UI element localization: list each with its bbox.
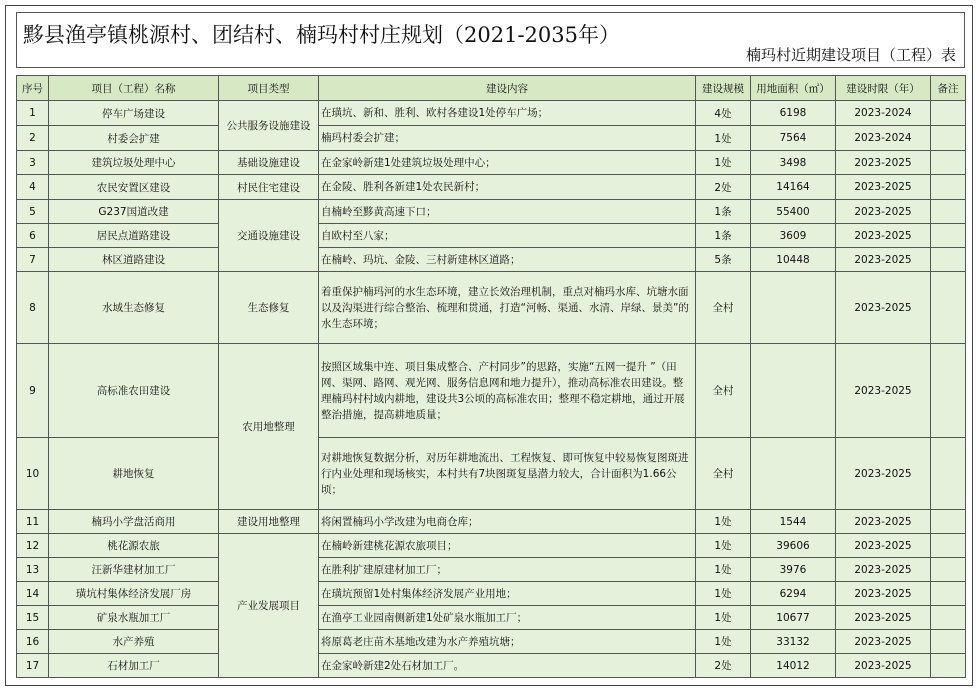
cell-area: 10677 [751,606,836,630]
col-header-type: 项目类型 [219,76,319,101]
cell-type: 公共服务设施建设 [219,101,319,151]
cell-name: G237国道改建 [49,200,219,224]
cell-note [931,630,966,654]
cell-no: 7 [17,248,49,272]
cell-type: 建设用地整理 [219,510,319,534]
cell-area [751,272,836,344]
col-header-area: 用地面积（㎡） [751,76,836,101]
cell-name: 建筑垃圾处理中心 [49,151,219,175]
cell-content: 在金陵、胜利各新建1处农民新村； [319,175,696,200]
cell-scale: 1处 [696,606,751,630]
cell-content: 对耕地恢复数据分析，对历年耕地流出、工程恢复、即可恢复中较易恢复图斑进行内业处理和现场核实，本村共有7块图斑复垦潜力较大，合计面积为1.66公顷； [319,438,696,510]
cell-type: 村民住宅建设 [219,175,319,200]
col-header-scale: 建设规模 [696,76,751,101]
page-subtitle: 楠玛村近期建设项目（工程）表 [745,46,956,64]
cell-no: 15 [17,606,49,630]
cell-note [931,200,966,224]
table-row [17,175,966,200]
cell-no: 6 [17,224,49,248]
cell-no: 10 [17,438,49,510]
cell-content: 在胜利扩建原建材加工厂； [319,558,696,582]
cell-type: 农用地整理 [219,344,319,510]
cell-scale: 1处 [696,558,751,582]
cell-type: 基础设施建设 [219,151,319,175]
table-row [17,534,966,558]
cell-period: 2023-2025 [836,606,931,630]
cell-content: 楠玛村委会扩建； [319,126,696,151]
cell-note [931,344,966,438]
cell-no: 11 [17,510,49,534]
cell-period: 2023-2025 [836,200,931,224]
cell-no: 13 [17,558,49,582]
table-header-row [17,76,966,101]
cell-note [931,126,966,151]
cell-scale: 2处 [696,175,751,200]
cell-scale: 1条 [696,200,751,224]
cell-no: 1 [17,101,49,126]
table-row [17,344,966,438]
cell-area [751,438,836,510]
cell-area: 1544 [751,510,836,534]
cell-area: 3498 [751,151,836,175]
table-row [17,510,966,534]
cell-name: 农民安置区建设 [49,175,219,200]
cell-note [931,558,966,582]
cell-content: 在璜坑预留1处村集体经济发展产业用地； [319,582,696,606]
cell-content: 在楠岭、玛坑、金陵、三村新建林区道路； [319,248,696,272]
cell-content: 在渔亭工业园南侧新建1处矿泉水瓶加工厂； [319,606,696,630]
cell-content: 在楠岭新建桃花源农旅项目； [319,534,696,558]
cell-area: 39606 [751,534,836,558]
cell-name: 居民点道路建设 [49,224,219,248]
cell-area: 14164 [751,175,836,200]
table-row [17,654,966,678]
cell-type: 产业发展项目 [219,534,319,678]
cell-name: 楠玛小学盘活商用 [49,510,219,534]
cell-period: 2023-2025 [836,510,931,534]
cell-no: 14 [17,582,49,606]
cell-area: 55400 [751,200,836,224]
cell-scale: 全村 [696,272,751,344]
cell-content: 着重保护楠玛河的水生态环境，建立长效治理机制，重点对楠玛水库、坑塘水面以及沟渠进行综合整治、梳理和贯通，打造“河畅、渠通、水清、岸绿、景美”的水生态环境； [319,272,696,344]
table-row [17,582,966,606]
cell-period: 2023-2025 [836,582,931,606]
cell-period: 2023-2025 [836,630,931,654]
page-title: 黟县渔亭镇桃源村、团结村、楠玛村村庄规划（2021-2035年） [23,23,620,47]
cell-note [931,224,966,248]
table-row [17,630,966,654]
cell-scale: 2处 [696,654,751,678]
cell-area: 10448 [751,248,836,272]
cell-name: 桃花源农旅 [49,534,219,558]
cell-area [751,344,836,438]
cell-note [931,654,966,678]
cell-name: 璜坑村集体经济发展厂房 [49,582,219,606]
cell-note [931,248,966,272]
cell-name: 汪新华建材加工厂 [49,558,219,582]
cell-type: 交通设施建设 [219,200,319,272]
cell-area: 7564 [751,126,836,151]
cell-content: 在金家岭新建1处建筑垃圾处理中心； [319,151,696,175]
cell-content: 将原葛老庄苗木基地改建为水产养殖坑塘； [319,630,696,654]
cell-period: 2023-2025 [836,344,931,438]
cell-content: 将闲置楠玛小学改建为电商仓库； [319,510,696,534]
cell-no: 4 [17,175,49,200]
cell-no: 9 [17,344,49,438]
cell-type: 生态修复 [219,272,319,344]
cell-area: 14012 [751,654,836,678]
cell-name: 石材加工厂 [49,654,219,678]
cell-area: 33132 [751,630,836,654]
table-row [17,126,966,151]
cell-scale: 1处 [696,630,751,654]
cell-name: 矿泉水瓶加工厂 [49,606,219,630]
table-row [17,101,966,126]
cell-no: 5 [17,200,49,224]
cell-note [931,606,966,630]
cell-name: 高标准农田建设 [49,344,219,438]
cell-period: 2023-2024 [836,101,931,126]
cell-name: 水产养殖 [49,630,219,654]
col-header-content: 建设内容 [319,76,696,101]
cell-content: 按照区域集中连、项目集成整合、产村同步”的思路，实施“五网一提升 ”（田网、渠网、路网、观光网、服务信息网和地力提升），推动高标准农田建设。整理楠玛村村域内耕地，建设共3公顷的高标准农田；整理不稳定耕地，通过开展整治措施，提高耕地质量； [319,344,696,438]
cell-content: 在金家岭新建2处石材加工厂。 [319,654,696,678]
cell-no: 2 [17,126,49,151]
cell-scale: 5条 [696,248,751,272]
table-row [17,224,966,248]
cell-period: 2023-2025 [836,248,931,272]
cell-scale: 1处 [696,582,751,606]
cell-area: 6294 [751,582,836,606]
cell-period: 2023-2025 [836,151,931,175]
cell-content: 在璜坑、新和、胜利、欧村各建设1处停车广场； [319,101,696,126]
cell-area: 6198 [751,101,836,126]
cell-scale: 全村 [696,438,751,510]
title-box [16,12,965,68]
table-row [17,151,966,175]
col-header-period: 建设时限（年） [836,76,931,101]
cell-note [931,582,966,606]
col-header-note: 备注 [931,76,966,101]
cell-note [931,175,966,200]
cell-no: 16 [17,630,49,654]
table-row [17,272,966,344]
table-row [17,200,966,224]
cell-note [931,438,966,510]
cell-scale: 1条 [696,224,751,248]
table-row [17,606,966,630]
cell-period: 2023-2025 [836,654,931,678]
cell-note [931,151,966,175]
col-header-no: 序号 [17,76,49,101]
cell-name: 耕地恢复 [49,438,219,510]
cell-scale: 1处 [696,151,751,175]
cell-no: 12 [17,534,49,558]
cell-scale: 1处 [696,510,751,534]
cell-area: 3609 [751,224,836,248]
cell-content: 自欧村至八家； [319,224,696,248]
cell-area: 3976 [751,558,836,582]
cell-name: 村委会扩建 [49,126,219,151]
projects-table [16,75,966,678]
cell-note [931,534,966,558]
cell-no: 17 [17,654,49,678]
cell-name: 停车广场建设 [49,101,219,126]
cell-no: 3 [17,151,49,175]
cell-note [931,510,966,534]
cell-period: 2023-2025 [836,175,931,200]
cell-period: 2023-2025 [836,534,931,558]
cell-period: 2023-2025 [836,224,931,248]
table-row [17,438,966,510]
cell-note [931,101,966,126]
cell-no: 8 [17,272,49,344]
cell-period: 2023-2025 [836,558,931,582]
cell-content: 自楠岭至黟黄高速下口； [319,200,696,224]
cell-scale: 1处 [696,126,751,151]
col-header-name: 项目（工程）名称 [49,76,219,101]
cell-name: 林区道路建设 [49,248,219,272]
cell-scale: 4处 [696,101,751,126]
cell-period: 2023-2025 [836,272,931,344]
cell-note [931,272,966,344]
cell-name: 水域生态修复 [49,272,219,344]
table-row [17,248,966,272]
cell-scale: 1处 [696,534,751,558]
cell-scale: 全村 [696,344,751,438]
table-row [17,558,966,582]
cell-period: 2023-2024 [836,126,931,151]
cell-period: 2023-2025 [836,438,931,510]
